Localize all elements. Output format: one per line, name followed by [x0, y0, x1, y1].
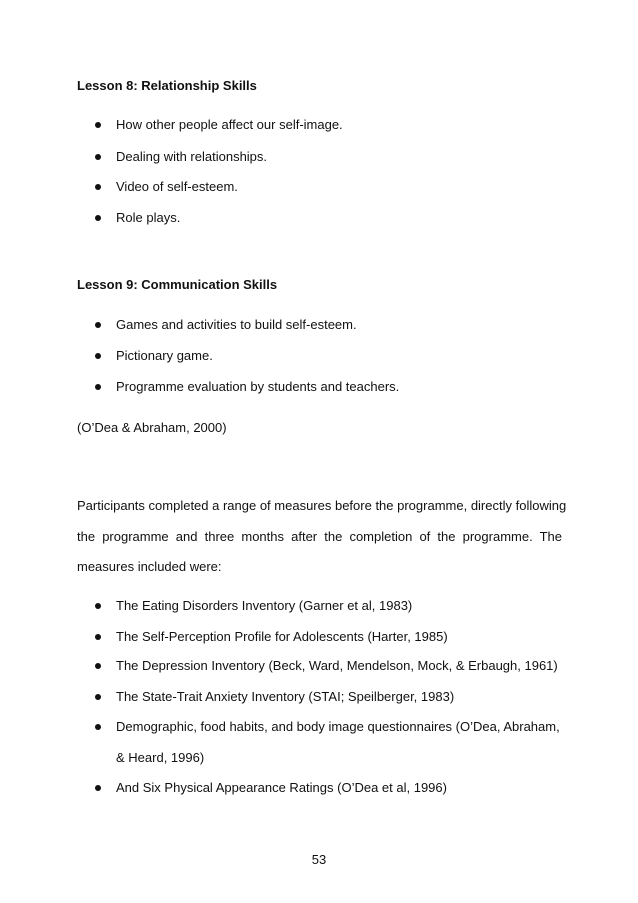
paragraph-line [77, 497, 567, 515]
bullet-icon [95, 603, 101, 609]
list-item-text: Video of self-esteem. [116, 179, 238, 194]
bullet-icon [95, 384, 101, 390]
bullet-icon [95, 785, 101, 791]
list-item-text: Games and activities to build self-esteem. [116, 317, 357, 332]
list-item-text: The Depression Inventory (Beck, Ward, Mendelson, Mock, & Erbaugh, 1961) [116, 658, 558, 673]
list-item-text: Role plays. [116, 210, 181, 225]
lesson-8-heading: Lesson 8: Relationship Skills [77, 78, 257, 93]
list-item-text: The Self-Perception Profile for Adolescents (Harter, 1985) [116, 629, 448, 644]
bullet-icon [95, 663, 101, 669]
list-item-text: & Heard, 1996) [116, 750, 205, 765]
paragraph-line-text: Participants completed a range of measures before the programme, directly following [77, 498, 567, 513]
list-item-text: And Six Physical Appearance Ratings (O’Dea et al, 1996) [116, 780, 447, 795]
list-item-text: Dealing with relationships. [116, 149, 268, 164]
bullet-icon [95, 634, 101, 640]
bullet-icon [95, 184, 101, 190]
bullet-icon [95, 353, 101, 359]
list-item-text: Demographic, food habits, and body image questionnaires (O’Dea, Abraham, [116, 719, 560, 734]
paragraph-line: measures included were: [77, 559, 222, 574]
bullet-icon [95, 694, 101, 700]
list-item-text: Pictionary game. [116, 348, 213, 363]
bullet-icon [95, 122, 101, 128]
list-item-text: The Eating Disorders Inventory (Garner et al, 1983) [116, 598, 413, 613]
page-number: 53 [311, 852, 327, 867]
list-item-text: How other people affect our self-image. [116, 117, 343, 132]
citation: (O’Dea & Abraham, 2000) [77, 420, 227, 435]
paragraph-line [77, 528, 562, 546]
lesson-9-heading: Lesson 9: Communication Skills [77, 277, 278, 292]
list-item-text: Programme evaluation by students and teachers. [116, 379, 400, 394]
bullet-icon [95, 154, 101, 160]
bullet-icon [95, 322, 101, 328]
paragraph-line-text: the programme and three months after the completion of the programme. The [77, 529, 562, 544]
list-item-text: The State-Trait Anxiety Inventory (STAI; Speilberger, 1983) [116, 689, 455, 704]
bullet-icon [95, 215, 101, 221]
bullet-icon [95, 724, 101, 730]
